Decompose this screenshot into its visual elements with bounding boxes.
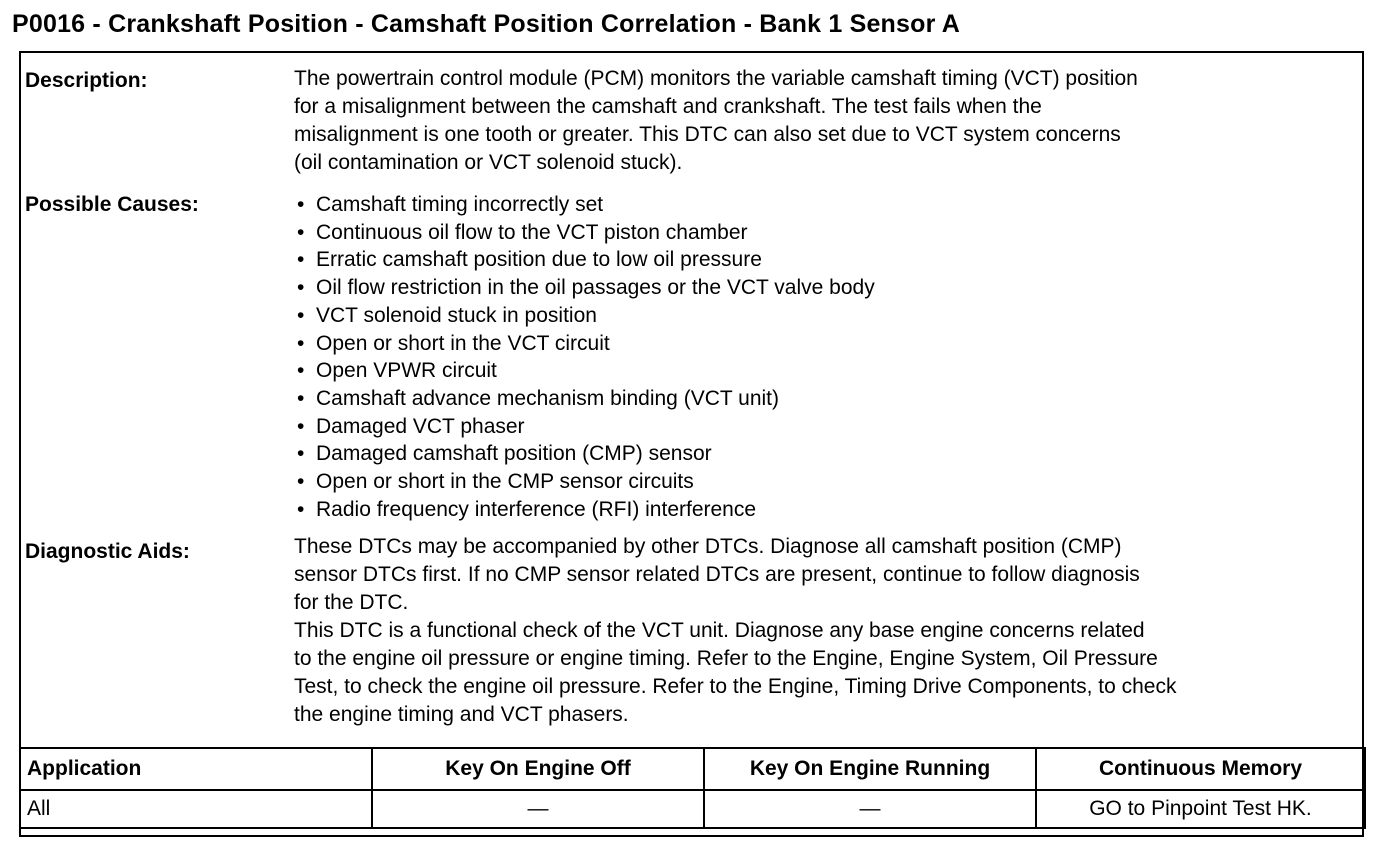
diagnostic-aids-line: the engine timing and VCT phasers. <box>294 703 629 726</box>
cell-koeo: — <box>372 790 704 828</box>
cell-application: All <box>20 790 372 828</box>
description-line: (oil contamination or VCT solenoid stuck). <box>294 151 683 174</box>
table-row <box>20 790 1365 828</box>
cause-item: • Erratic camshaft position due to low oil pressure <box>294 246 875 274</box>
description-label: Description: <box>25 69 148 92</box>
cause-item: • VCT solenoid stuck in position <box>294 302 875 330</box>
page-title: P0016 - Crankshaft Position - Camshaft Position Correlation - Bank 1 Sensor A <box>12 10 961 38</box>
cell-koer: — <box>704 790 1036 828</box>
cause-item: • Radio frequency interference (RFI) interference <box>294 496 875 524</box>
diagnostic-aids-line: Test, to check the engine oil pressure. Refer to the Engine, Timing Drive Components, to check <box>294 675 1177 698</box>
diagnostic-aids-line: This DTC is a functional check of the VCT unit. Diagnose any base engine concerns related <box>294 619 1145 642</box>
cause-item: • Oil flow restriction in the oil passages or the VCT valve body <box>294 274 875 302</box>
dtc-info-box <box>19 51 1364 837</box>
cause-item: • Open or short in the CMP sensor circuits <box>294 468 875 496</box>
description-text <box>294 65 1138 177</box>
header-key-on-engine-off: Key On Engine Off <box>372 748 704 790</box>
diagnostic-aids-line: sensor DTCs first. If no CMP sensor related DTCs are present, continue to follow diagnosis <box>294 563 1140 586</box>
cause-item: • Open VPWR circuit <box>294 357 875 385</box>
diagnostic-aids-label: Diagnostic Aids: <box>25 540 190 563</box>
description-line: for a misalignment between the camshaft and crankshaft. The test fails when the <box>294 95 1042 118</box>
cause-item: • Damaged camshaft position (CMP) sensor <box>294 440 875 468</box>
diagnostic-aids-line: to the engine oil pressure or engine timing. Refer to the Engine, Engine System, Oil Pressure <box>294 647 1158 670</box>
diagnostic-aids-text <box>294 533 1176 729</box>
cause-item: • Continuous oil flow to the VCT piston chamber <box>294 219 875 247</box>
cell-continuous-memory: GO to Pinpoint Test HK. <box>1036 790 1365 828</box>
cause-item: • Open or short in the VCT circuit <box>294 330 875 358</box>
table-header-row <box>20 748 1365 790</box>
header-continuous-memory: Continuous Memory <box>1036 748 1365 790</box>
description-line: misalignment is one tooth or greater. This DTC can also set due to VCT system concerns <box>294 123 1121 146</box>
application-table <box>19 747 1366 829</box>
diagnostic-aids-line: for the DTC. <box>294 591 409 614</box>
cause-item: • Damaged VCT phaser <box>294 413 875 441</box>
possible-causes-label: Possible Causes: <box>25 193 199 216</box>
diagnostic-aids-line: These DTCs may be accompanied by other DTCs. Diagnose all camshaft position (CMP) <box>294 535 1122 558</box>
header-key-on-engine-running: Key On Engine Running <box>704 748 1036 790</box>
header-application: Application <box>20 748 372 790</box>
description-line: The powertrain control module (PCM) monitors the variable camshaft timing (VCT) position <box>294 67 1138 90</box>
cause-item: • Camshaft timing incorrectly set <box>294 191 875 219</box>
possible-causes-list <box>294 191 875 523</box>
cause-item: • Camshaft advance mechanism binding (VCT unit) <box>294 385 875 413</box>
